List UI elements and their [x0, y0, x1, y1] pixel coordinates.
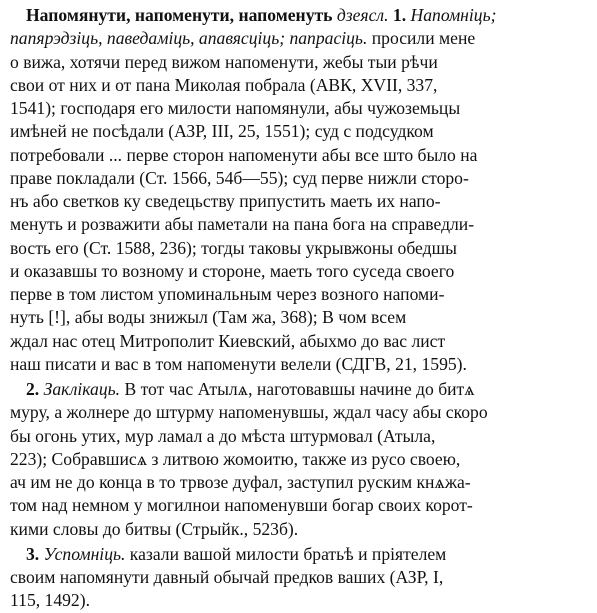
sense-2-quote-start: В тот час Атылѧ, наготовавшы начине до битѧ	[120, 379, 475, 399]
entry-line-13: перве в том листом упоминальным через возного напоми-	[10, 284, 445, 304]
sense-2-line-4: 223); Собравшисѧ з литвою жомоитю, также из русо своею,	[10, 448, 461, 469]
headword: Напомянути, напоменути, напоменуть	[26, 5, 333, 25]
sense-3-gloss: Успомніць.	[43, 543, 126, 564]
part-of-speech: дзеясл.	[336, 5, 389, 25]
sense-1-gloss-end: папярэдзіць, паведаміць, апавясціць; папрасіць.	[10, 28, 368, 49]
sense-1-number: 1.	[392, 5, 407, 25]
entry-line-2	[10, 27, 589, 50]
sense-3-number: 3.	[26, 543, 40, 564]
sense-2-line-5: ач им не до конца в то трвозе дуфал, заступил руским кнѧжа-	[10, 472, 471, 492]
sense-2-line-6: том над немном у могилнои напоменувши богар своих корот-	[10, 495, 473, 516]
sense-1-gloss-start: Напомніць;	[410, 5, 497, 25]
sense-3-line-1	[10, 543, 589, 566]
sense-3-paragraph	[10, 543, 589, 613]
sense-2-line-7: кими словы до битвы (Стрыйк., 523б).	[10, 518, 299, 539]
sense-2-line-2: муру, а жолнере до штурму напоменувшы, ждал часу абы скоро	[10, 402, 488, 423]
sense-2-number: 2.	[26, 379, 40, 399]
entry-line-8: праве покладали (Ст. 1566, 54б—55); суд перве нижли сторо-	[10, 167, 469, 188]
sense-2-line-3: бы огонь утих, мур ламал а до мѣста штурмовал (Атыла,	[10, 425, 436, 446]
entry-line-3: о вижа, хотячи перед вижом напоменути, жебы тыи рѣчи	[10, 51, 438, 72]
sense-1-paragraph	[10, 4, 589, 376]
entry-line-14: нуть [!], абы воды знижыл (Там жа, 368); В чом всем	[10, 307, 407, 328]
entry-line-9: нъ або светков ку сведецьству припустить маеть их напо-	[10, 191, 441, 211]
sense-3-line-2: своим напомянути давный обычай предков ваших (АЗР, I,	[10, 567, 444, 587]
entry-line-12: и оказавшы то возному и стороне, маеть того суседа своего	[10, 260, 455, 281]
entry-line-5: 1541); господаря его милости напомянули, абы чужоземьцы	[10, 98, 461, 118]
entry-line-7: потребовали ... перве сторон напоменути абы все што было на	[10, 144, 478, 165]
entry-line-10: менуть и розважити абы паметали на пана бога на справедли-	[10, 214, 475, 235]
sense-3-line-3: 115, 1492).	[10, 590, 90, 611]
sense-2-gloss: Заклікаць.	[43, 379, 121, 399]
sense-3-quote-start: казали вашой милости братьѣ и прiятелем	[125, 543, 447, 564]
entry-line-1	[10, 4, 589, 27]
entry-line-11: вость его (Ст. 1588, 236); тогды таковы укрывжоны обедшы	[10, 237, 457, 258]
sense-1-quote-start: просили мене	[367, 28, 476, 49]
entry-line-15: ждал нас отец Митрополит Киевский, абыхмо до вас лист	[10, 330, 446, 351]
entry-line-16: наш писати и вас в том напоменути велели (СДГВ, 21, 1595).	[10, 353, 467, 374]
entry-line-6: имѣней не посѣдали (АЗР, III, 25, 1551); суд с подсудком	[10, 121, 434, 142]
sense-2-paragraph	[10, 378, 589, 541]
sense-2-line-1	[10, 378, 589, 401]
entry-line-4: свои от них и от пана Миколая побрала (АВК, XVII, 337,	[10, 74, 438, 95]
